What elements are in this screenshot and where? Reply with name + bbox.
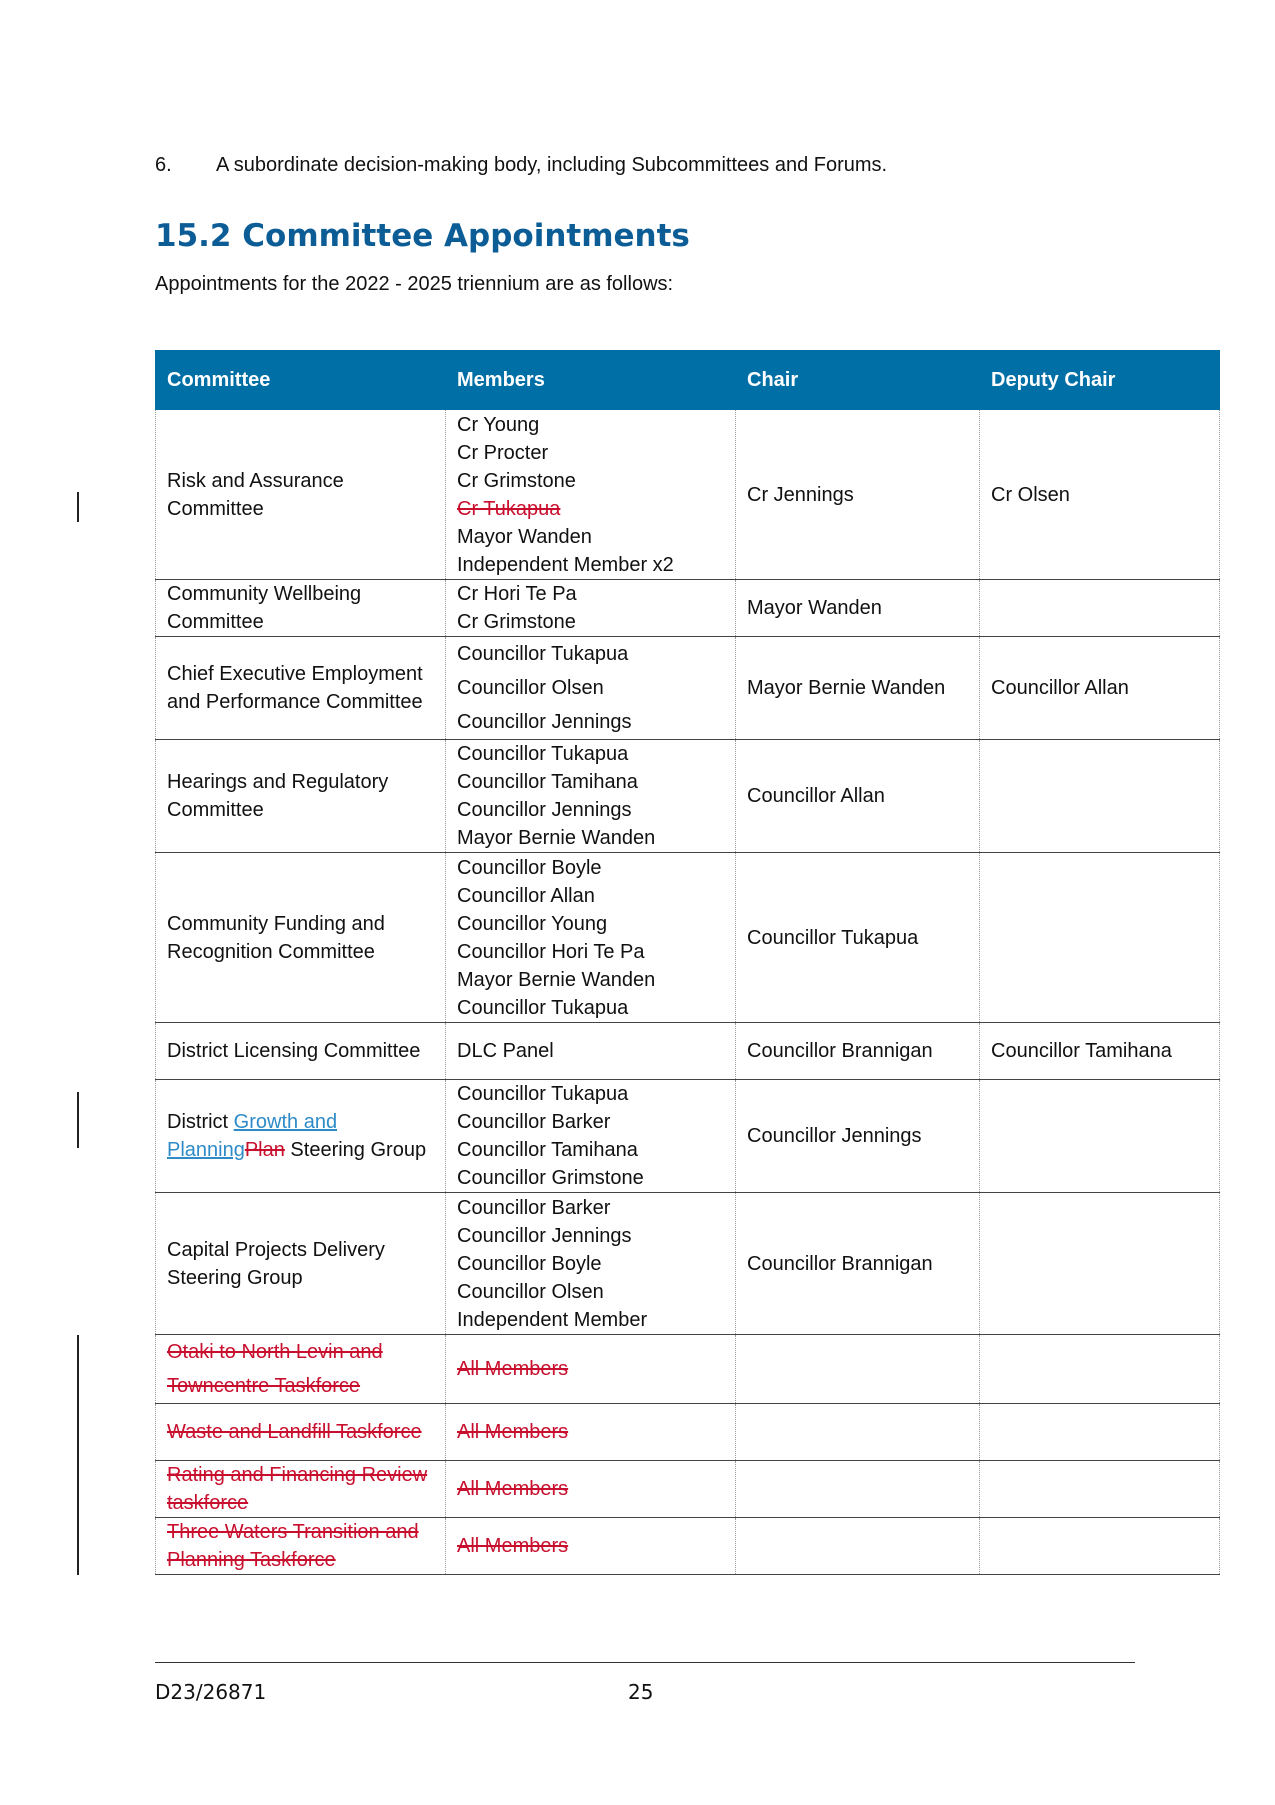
chair-cell [736,1335,980,1404]
deputy-chair-cell [980,1335,1220,1404]
change-bar [77,1092,79,1148]
deputy-chair-cell: Cr Olsen [980,410,1220,580]
committee-name: Capital Projects Delivery Steering Group [167,1238,385,1289]
member: Independent Member [457,1308,648,1331]
table-row [156,853,1220,1023]
committee-name: District Licensing Committee [167,1040,421,1062]
table-row [156,580,1220,637]
committee-name-deleted: Waste and Landfill Taskforce [167,1421,422,1443]
member: Cr Young [457,413,540,436]
deputy-chair-cell [980,740,1220,853]
member: Councillor Tamihana [457,1139,638,1161]
header-members: Members [446,351,736,410]
list-text: A subordinate decision-making body, including Subcommittees and Forums. [216,154,888,176]
member: Councillor Jennings [457,799,632,821]
member-deleted: All Members [457,1421,569,1443]
chair-cell: Councillor Allan [736,740,980,853]
change-bar [77,492,79,522]
member: Cr Hori Te Pa [457,583,577,605]
committee-name-deleted: Three Waters Transition and Planning Taskforce [167,1521,419,1571]
members-cell [446,1335,736,1404]
committee-cell [156,853,446,1023]
members-cell [446,1404,736,1461]
chair-cell [736,1518,980,1575]
deputy-chair-cell [980,853,1220,1023]
members-cell [446,637,736,740]
table-row [156,1518,1220,1575]
committee-cell [156,1080,446,1193]
member: Councillor Tukapua [457,1083,629,1105]
table-row [156,1461,1220,1518]
member-deleted: All Members [457,1535,569,1557]
members-cell [446,1080,736,1193]
chair-cell: Councillor Jennings [736,1080,980,1193]
member: Councillor Allan [457,884,595,907]
table-row [156,1193,1220,1335]
committee-cell [156,1335,446,1404]
deputy-chair-cell: Councillor Tamihana [980,1023,1220,1080]
member: Cr Grimstone [457,611,576,633]
member: Councillor Young [457,912,608,935]
table-header-row [156,351,1220,410]
chair-cell [736,1404,980,1461]
committee-cell [156,1518,446,1575]
committee-cell [156,1404,446,1461]
member: Councillor Tukapua [457,643,629,665]
deputy-chair-cell [980,1404,1220,1461]
committee-cell [156,1193,446,1335]
members-cell [446,1461,736,1518]
committee-name-inserted: Growth and Planning [167,1111,338,1161]
table-row [156,1335,1220,1404]
section-title: 15.2 Committee Appointments [155,218,690,254]
committee-name: Chief Executive Employment and Performance Committee [167,663,423,713]
document-reference: D23/26871 [155,1680,267,1704]
committee-name-deleted: Otaki to North Levin and Towncentre Taskforce [167,1341,383,1397]
committee-name-deleted: Plan [244,1139,285,1161]
chair-cell: Councillor Brannigan [736,1023,980,1080]
member: Councillor Grimstone [457,1167,644,1189]
committee-name-suffix: Steering Group [284,1139,427,1161]
members-cell [446,740,736,853]
table-row [156,637,1220,740]
chair-cell: Councillor Tukapua [736,853,980,1023]
member: Independent Member x2 [457,553,674,576]
committee-cell [156,637,446,740]
committee-name: Hearings and Regulatory Committee [167,771,389,821]
member: Councillor Hori Te Pa [457,940,645,963]
table-row [156,410,1220,580]
committee-name-deleted: Rating and Financing Review taskforce [167,1464,428,1514]
committee-cell [156,580,446,637]
member-deleted: Cr Tukapua [457,497,561,520]
member: Councillor Barker [457,1111,611,1133]
member: Councillor Tukapua [457,743,629,765]
members-cell [446,853,736,1023]
table-row [156,1080,1220,1193]
deputy-chair-cell [980,580,1220,637]
committee-cell [156,410,446,580]
members-cell [446,580,736,637]
chair-cell: Mayor Bernie Wanden [736,637,980,740]
member: Cr Grimstone [457,469,576,492]
committee-name-prefix: District [167,1111,234,1133]
table-row [156,740,1220,853]
member: Mayor Bernie Wanden [457,968,656,991]
member: DLC Panel [457,1040,554,1062]
table-row [156,1404,1220,1461]
chair-cell: Cr Jennings [736,410,980,580]
member: Councillor Tamihana [457,771,638,793]
committee-name: Risk and Assurance Committee [167,469,344,520]
members-cell [446,1193,736,1335]
deputy-chair-cell [980,1461,1220,1518]
member-deleted: All Members [457,1478,569,1500]
member: Councillor Boyle [457,1252,602,1275]
members-cell [446,1023,736,1080]
members-cell [446,1518,736,1575]
footer-rule [155,1662,1135,1663]
committee-cell [156,1461,446,1518]
chair-cell [736,1461,980,1518]
list-number: 6. [155,154,172,176]
member: Councillor Barker [457,1196,611,1219]
committee-cell [156,1023,446,1080]
page-number: 25 [628,1680,654,1704]
appointments-table [155,350,1220,1575]
change-bar [77,1335,79,1575]
member: Mayor Bernie Wanden [457,827,656,849]
deputy-chair-cell [980,1080,1220,1193]
member: Councillor Olsen [457,1280,604,1303]
member-deleted: All Members [457,1358,569,1380]
table-row [156,1023,1220,1080]
member: Mayor Wanden [457,525,592,548]
header-chair: Chair [736,351,980,410]
header-committee: Committee [156,351,446,410]
member: Councillor Tukapua [457,996,629,1019]
header-deputy-chair: Deputy Chair [980,351,1220,410]
chair-cell: Councillor Brannigan [736,1193,980,1335]
committee-name: Community Funding and Recognition Committee [167,912,385,963]
member: Councillor Boyle [457,856,602,879]
chair-cell: Mayor Wanden [736,580,980,637]
member: Councillor Olsen [457,677,604,699]
committee-cell [156,740,446,853]
members-cell [446,410,736,580]
committee-name: Community Wellbeing Committee [167,583,362,633]
deputy-chair-cell: Councillor Allan [980,637,1220,740]
member: Cr Procter [457,441,549,464]
deputy-chair-cell [980,1518,1220,1575]
intro-text: Appointments for the 2022 - 2025 triennium are as follows: [155,273,674,295]
deputy-chair-cell [980,1193,1220,1335]
member: Councillor Jennings [457,1224,632,1247]
member: Councillor Jennings [457,711,632,733]
